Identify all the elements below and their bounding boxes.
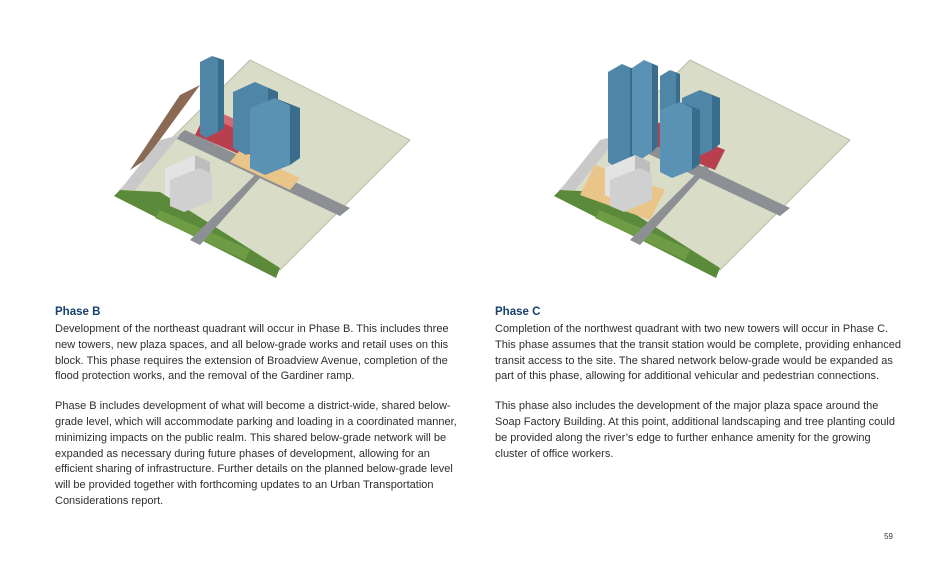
phase-c-paragraph-2: This phase also includes the development of the major plaza space around the Soap Factory Building. At this point, additional landscaping and tree planting could be provided along the river’s edge to further enhance amenity for the growing cluster of office workers.: [495, 400, 895, 460]
phase-c-heading: Phase C: [495, 306, 541, 318]
tower-5: [632, 60, 658, 160]
phase-b-render: [100, 40, 470, 285]
tower-3: [660, 102, 700, 178]
phase-b-paragraph-2: Phase B includes development of what will become a district-wide, shared below-grade level, which will accommodate parking and loading in a coordinated manner, minimizing impacts on the public realm. This shared below-grade network will be expanded as necessary during future phases of development, allowing for an efficient sharing of infrastructure. Further details on the planned below-grade level will be provided together with forthcoming updates to an Urban Transportation Considerations report.: [55, 400, 457, 507]
page-number: 59: [884, 532, 893, 541]
phase-b-heading: Phase B: [55, 306, 101, 318]
phase-c-section: [495, 306, 905, 476]
phase-b-paragraph-1: Development of the northeast quadrant will occur in Phase B. This includes three new towers, new plaza spaces, and all below-grade works and retail uses on this block. This phase requires the extension of Broadview Avenue, completion of the flood protection works, and the removal of the Gardiner ramp.: [55, 323, 449, 383]
phase-c-paragraph-1: Completion of the northwest quadrant with two new towers will occur in Phase C. This phase assumes that the transit station would be complete, providing enhanced transit access to the site. The shared network below-grade would be expanded as part of this phase, allowing for additional vehicular and pedestrian connections.: [495, 323, 902, 383]
tower-4: [608, 64, 636, 168]
phase-b-section: [55, 306, 465, 524]
phase-c-render: [540, 40, 910, 285]
tower-1: [200, 56, 224, 138]
